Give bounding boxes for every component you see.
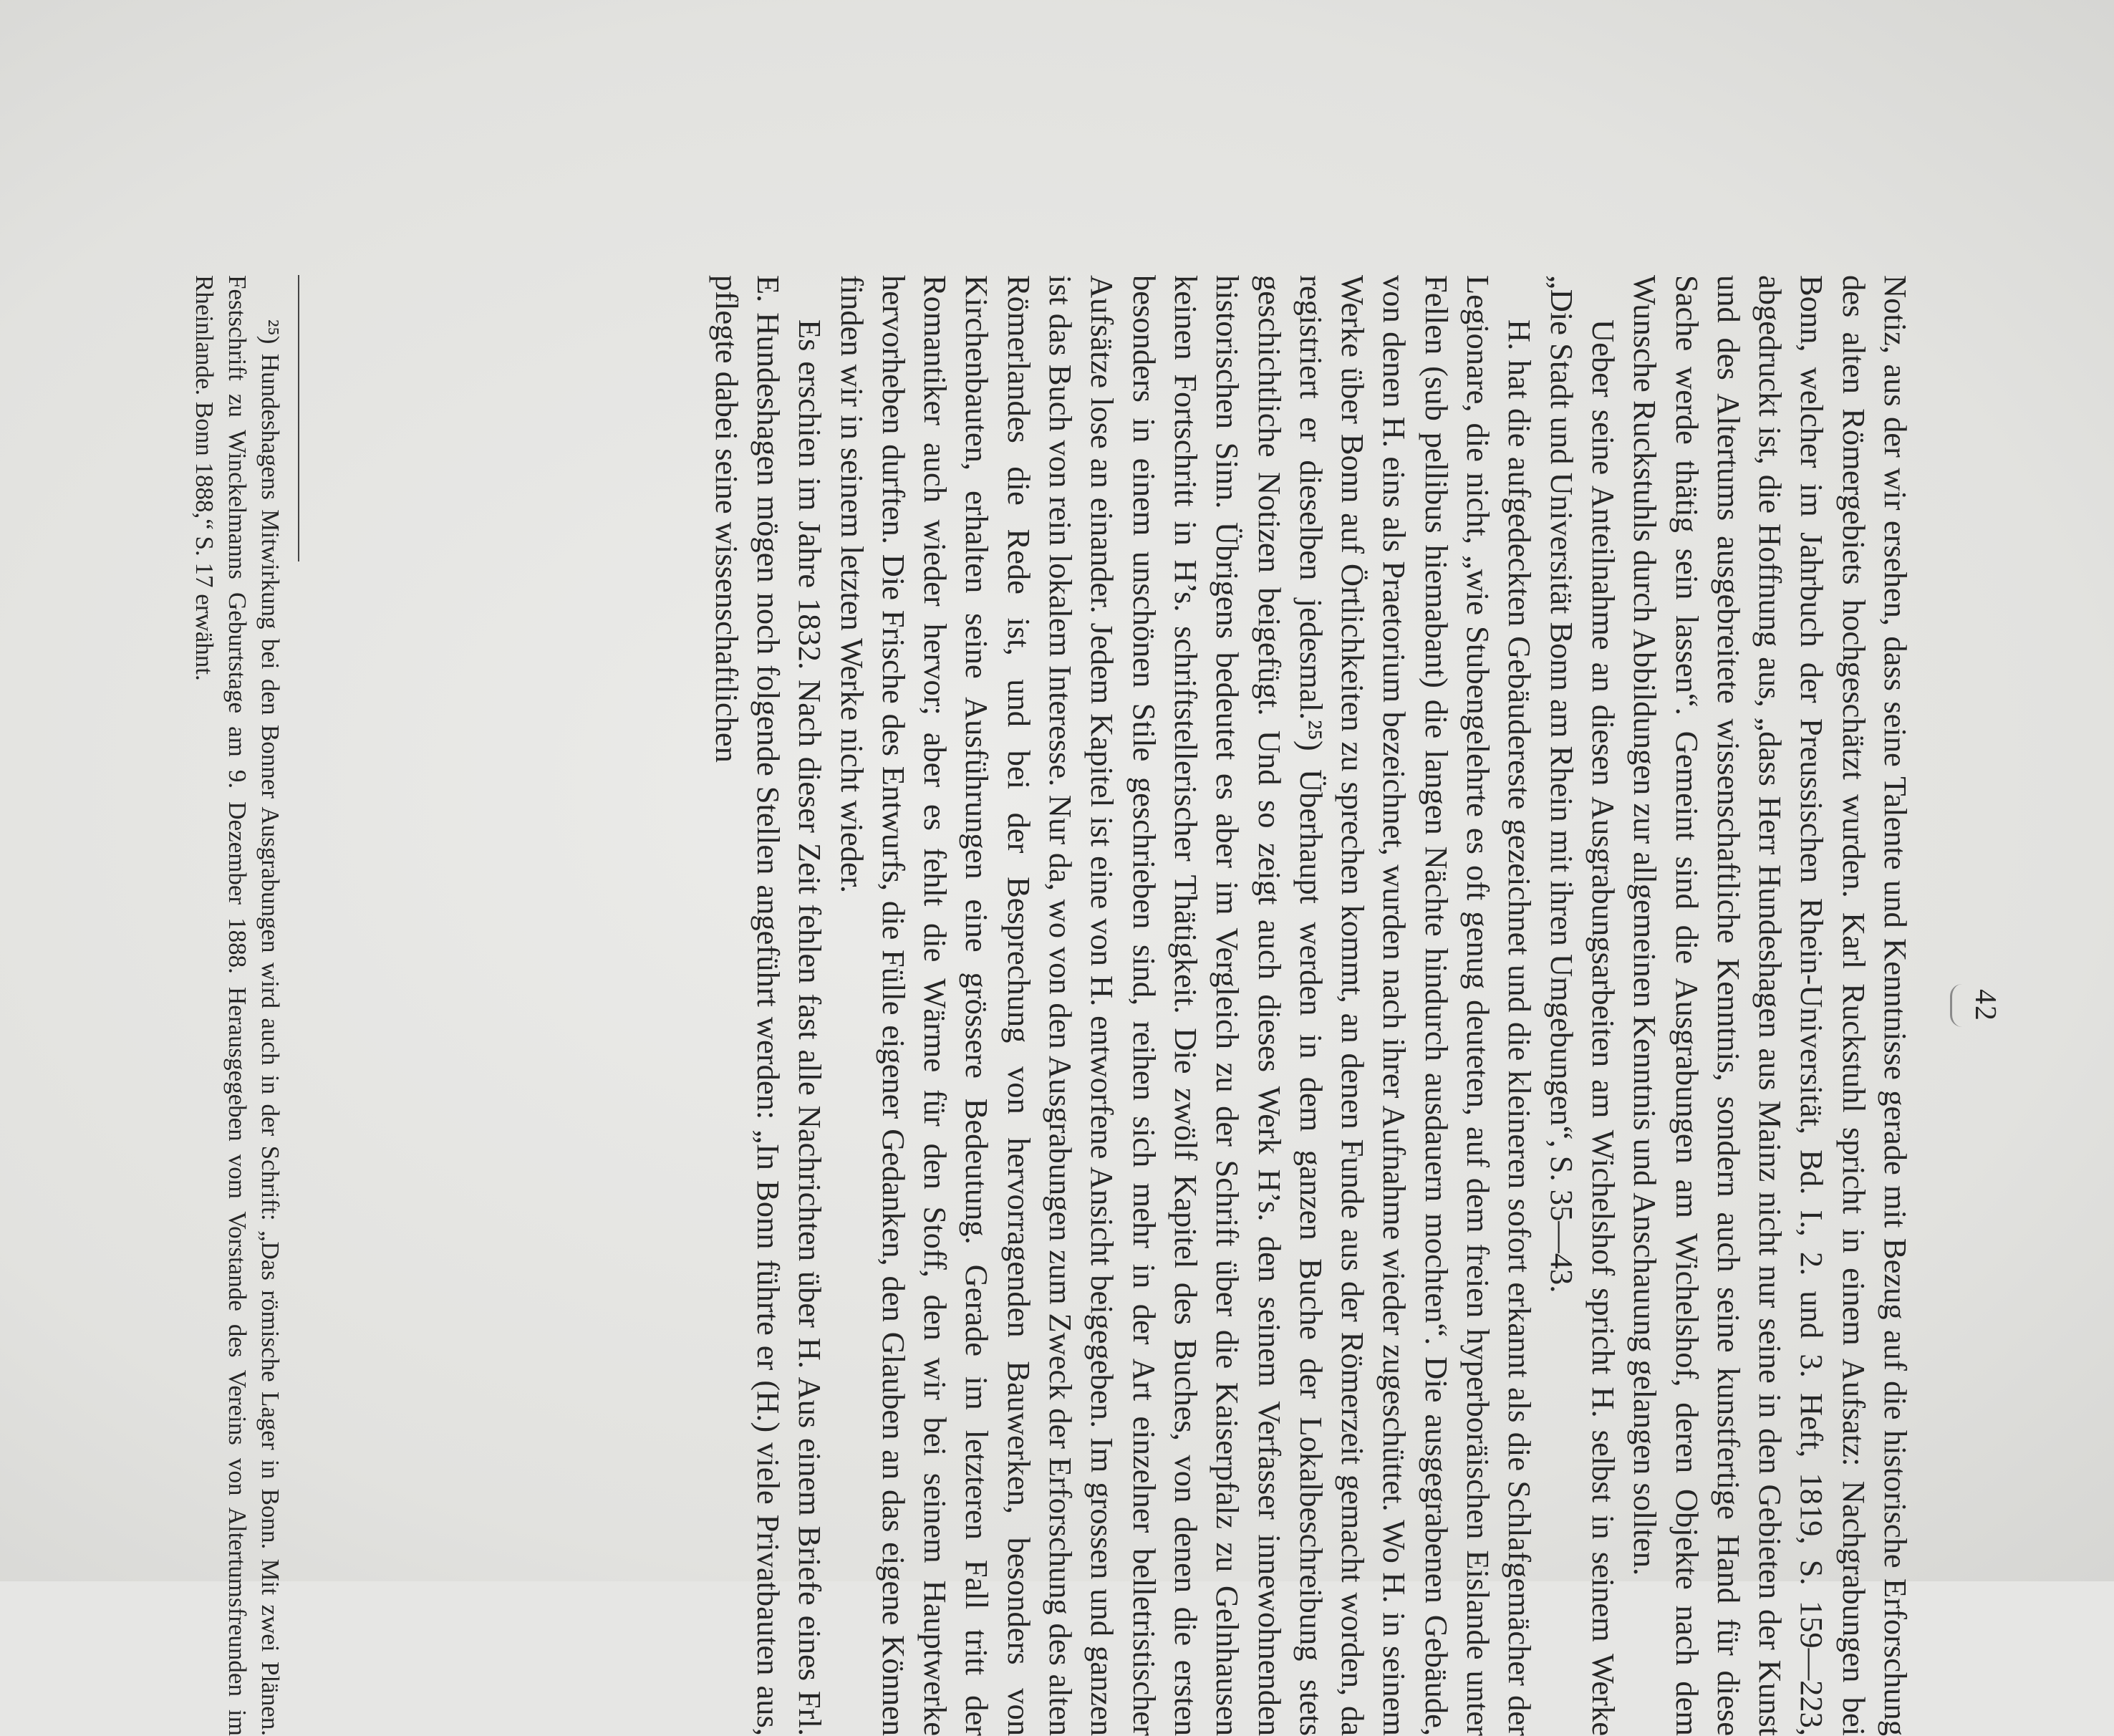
paragraph-4: Es erschien im Jahre 1832. Nach dieser Zeit fehlen fast alle Nachrichten über H. Aus einem Briefe eines Frl. E. Hundeshagen mögen noch folgende Stellen angeführt werden: „In Bonn führte er (H.) viele Privatbauten aus, pflegte dabei seine wissenschaftlichen (708, 275, 829, 1736)
body-text (705, 275, 1916, 1736)
rotated-book-page (112, 275, 2002, 1736)
paragraph-1: Notiz, aus der wir ersehen, dass seine Talente und Kenntnisse gerade mit Bezug auf die historische Erforschung des alten Römergebiets hochgeschätzt wurden. Karl Ruckstuhl spricht in einem Aufsatz: Nachgrabungen bei Bonn, welcher im Jahrbuch der Preussischen Rhein-Universität, Bd. I., 2. und 3. Heft, 1819, S. 159—223, abgedruckt ist, die Hoffnung aus, „dass Herr Hundeshagen aus Mainz nicht nur seine in den Gebieten der Kunst und des Altertums ausgebreitete wissenschaftliche Kenntnis, sondern auch seine kunstfertige Hand für diese Sache werde thätig sein lassen“. Gemeint sind die Ausgrabungen am Wichelshof, deren Objekte nach dem Wunsche Ruckstuhls durch Abbildungen zur allgemeinen Kenntnis und Anschauung gelangen sollten. (1627, 275, 1913, 1736)
paragraph-3: H. hat die aufgedeckten Gebäudereste gezeichnet und die kleineren sofort erkannt als die Schlafgemächer der Legionare, die nicht, „wie Stubengelehrte es oft genug deuteten, auf dem freien hyperboräischen Eislande unter Fellen (sub pellibus hiemabant) die langen Nächte hindurch ausdauern mochten“. Die ausgegrabenen Gebäude, von denen H. eins als Praetorium bezeichnet, wurden nach ihrer Aufnahme wieder zugeschüttet. Wo H. in seinem Werke über Bonn auf Örtlichkeiten zu sprechen kommt, an denen Funde aus der Römerzeit gemacht worden, da registriert er dieselben jedesmal.²⁵) Überhaupt werden in dem ganzen Buche der Lokalbeschreibung stets geschichtliche Notizen beigefügt. Und so zeigt auch dieses Werk H’s. den seinem Verfasser innewohnenden historischen Sinn. Übrigens bedeutet es aber im Vergleich zu der Schrift über die Kaiserpfalz zu Gelnhausen keinen Fortschritt in H’s. schriftstellerischer Thätigkeit. Die zwölf Kapitel des Buches, von denen die ersten besonders in einem unschönen Stile geschrieben sind, reihen sich mehr in der Art einzelner belletristischer Aufsätze lose an einander. Jedem Kapitel ist eine von H. entworfene Ansicht beigegeben. Im grossen und ganzen ist das Buch von rein lokalem Interesse. Nur da, wo von den Ausgrabungen zum Zweck der Erforschung des alten Römerlandes die Rede ist, und bei der Besprechung von hervorragenden Bauwerken, besonders von Kirchenbauten, erhalten seine Ausführungen eine grössere Bedeutung. Gerade im letzteren Fall tritt der Romantiker auch wieder hervor; aber es fehlt die Wärme für den Stoff, den wir bei seinem Hauptwerke hervorheben durften. Die Frische des Entwurfs, die Fülle eigener Gedanken, den Glauben an das eigene Können finden wir in seinem letzten Werke nicht wieder. (834, 275, 1538, 1736)
paragraph-2: Ueber seine Anteilnahme an diesen Ausgrabungsarbeiten am Wichelshof spricht H. selbst in seinem Werke „Die Stadt und Universität Bonn am Rhein mit ihren Umgebungen“, S. 35—43. (1543, 275, 1621, 1736)
footnote-divider (298, 275, 299, 561)
page-number-ornament (1950, 984, 1962, 1027)
footnote-25: ²⁵) Hundeshagens Mitwirkung bei den Bonner Ausgrabungen wird auch in der Schrift: „Das römische Lager in Bonn. Mit zwei Plänen. Festschrift zu Winckelmanns Geburtstage am 9. Dezember 1888. Herausgegeben vom Vorstande des Vereins von Altertumsfreunden im Rheinlande. Bonn 1888,“ S. 17 erwähnt. (190, 275, 284, 1736)
page-number: 42 (1969, 989, 2002, 1022)
